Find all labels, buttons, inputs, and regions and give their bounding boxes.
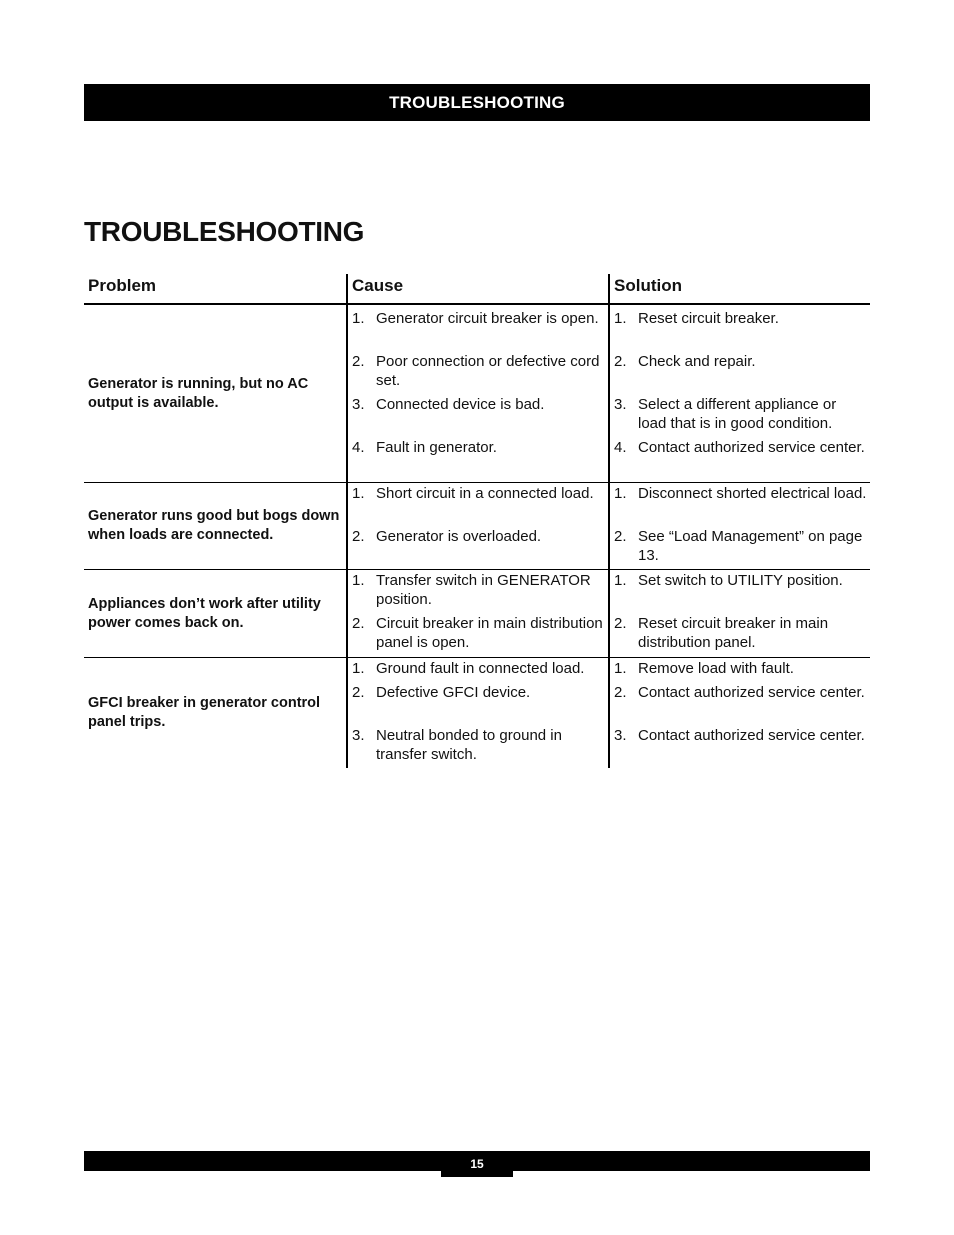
solution-item: 1. Set switch to UTILITY position. xyxy=(614,572,843,589)
table-header-row xyxy=(84,274,870,305)
problem-cell: GFCI breaker in generator control panel trips. xyxy=(88,695,321,730)
cause-item: 2. Generator is overloaded. xyxy=(352,528,542,545)
solution-item: 2. See “Load Management” on page 13. xyxy=(614,528,863,564)
problem-cell: Generator runs good but bogs down when loads are connected. xyxy=(88,508,340,543)
cause-cell xyxy=(346,658,608,768)
cause-item: 2. Poor connection or defective cord set. xyxy=(352,353,600,389)
troubleshooting-table xyxy=(84,274,870,768)
problem-cell: Generator is running, but no AC output is available. xyxy=(88,375,309,411)
section-header-title: TROUBLESHOOTING xyxy=(389,92,565,112)
solution-item: 1. Reset circuit breaker. xyxy=(614,310,779,327)
solution-item: 3. Contact authorized service center. xyxy=(614,727,865,744)
solution-item: 3. Select a different appliance or load that is in good condition. xyxy=(614,396,837,432)
cause-item: 1. Generator circuit breaker is open. xyxy=(352,310,599,327)
cause-item: 1. Ground fault in connected load. xyxy=(352,660,585,677)
cause-column-header: Cause xyxy=(346,274,608,303)
solution-item: 1. Remove load with fault. xyxy=(614,660,794,677)
cause-cell xyxy=(346,483,608,569)
solution-item: 2. Check and repair. xyxy=(614,353,756,370)
cause-item: 3. Connected device is bad. xyxy=(352,396,545,413)
solution-item: 2. Reset circuit breaker in main distribution panel. xyxy=(614,615,829,651)
section-header-bar xyxy=(84,84,870,121)
page-title: TROUBLESHOOTING xyxy=(84,216,365,247)
cause-item: 3. Neutral bonded to ground in transfer switch. xyxy=(352,727,562,763)
cause-cell xyxy=(346,305,608,482)
table-row xyxy=(84,483,870,570)
page-number: 15 xyxy=(441,1151,513,1177)
cause-item: 2. Defective GFCI device. xyxy=(352,684,531,701)
problem-cell: Appliances don’t work after utility power comes back on. xyxy=(88,595,321,631)
solution-item: 1. Disconnect shorted electrical load. xyxy=(614,485,867,502)
solution-cell xyxy=(608,658,870,768)
cause-item: 1. Transfer switch in GENERATOR position. xyxy=(352,572,591,608)
solution-item: 4. Contact authorized service center. xyxy=(614,439,865,456)
table-row xyxy=(84,570,870,658)
table-row xyxy=(84,658,870,768)
cause-item: 1. Short circuit in a connected load. xyxy=(352,485,594,502)
solution-cell xyxy=(608,483,870,569)
cause-item: 4. Fault in generator. xyxy=(352,439,497,456)
cause-item: 2. Circuit breaker in main distribution panel is open. xyxy=(352,615,603,651)
solution-column-header: Solution xyxy=(608,274,870,303)
cause-cell xyxy=(346,570,608,657)
table-row xyxy=(84,305,870,483)
solution-item: 2. Contact authorized service center. xyxy=(614,684,865,701)
solution-cell xyxy=(608,570,870,657)
solution-cell xyxy=(608,305,870,482)
problem-column-header: Problem xyxy=(88,276,157,295)
